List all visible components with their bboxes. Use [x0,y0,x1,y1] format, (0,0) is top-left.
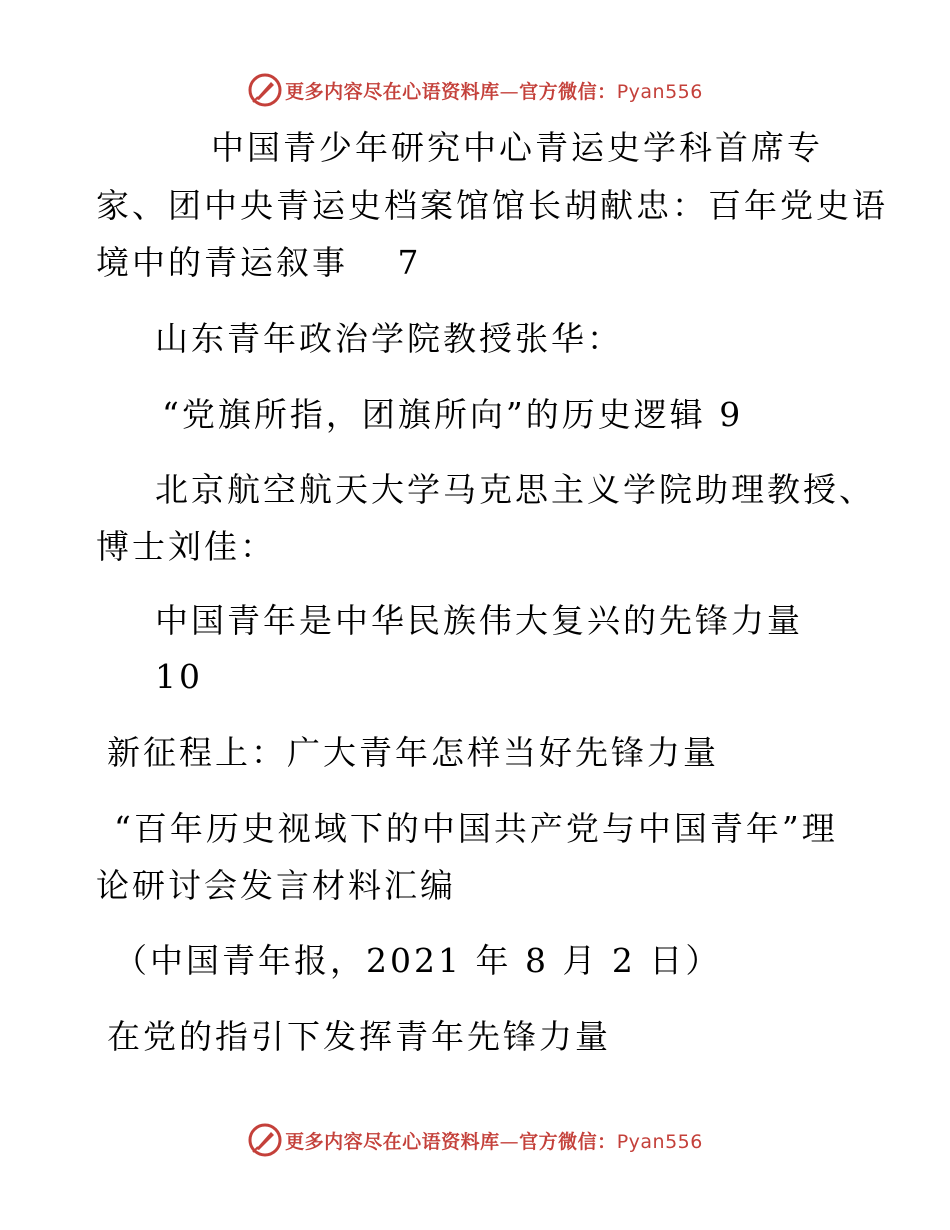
toc-line-5: “党旗所指，团旗所向”的历史逻辑 9 [162,395,744,434]
watermark-brand: 更多内容尽在心语资料库 [285,1130,500,1153]
toc-line-10: 新征程上：广大青年怎样当好先锋力量 [107,733,719,772]
toc-line-8: 中国青年是中华民族伟大复兴的先锋力量 [155,601,803,640]
watermark-wechat-label: 官方微信： [519,1130,617,1153]
toc-line-12: 论研讨会发言材料汇编 [96,866,456,905]
toc-line-2: 家、团中央青运史档案馆馆长胡献忠：百年党史语 [96,186,888,225]
watermark-wechat-id: Pyan556 [616,80,703,103]
quill-logo-icon [247,1122,283,1158]
toc-line-4: 山东青年政治学院教授张华： [155,319,623,358]
quill-logo-icon [247,72,283,108]
toc-line-1: 中国青少年研究中心青运史学科首席专 [211,128,823,167]
toc-line-6: 北京航空航天大学马克思主义学院助理教授、 [155,470,875,509]
watermark-wechat-id: Pyan556 [616,1130,703,1153]
watermark-header [0,68,950,112]
watermark-dash: — [499,1130,520,1153]
watermark-footer [0,1118,950,1162]
toc-line-7: 博士刘佳： [96,527,276,566]
toc-line-13: （中国青年报，2021 年 8 月 2 日） [114,941,722,980]
toc-line-14: 在党的指引下发挥青年先锋力量 [107,1017,611,1056]
toc-line-9: 10 [155,657,203,696]
watermark-brand: 更多内容尽在心语资料库 [285,80,500,103]
watermark-wechat-label: 官方微信： [519,80,617,103]
watermark-dash: — [499,80,520,103]
toc-line-3: 境中的青运叙事 7 [96,243,422,282]
toc-line-11: “百年历史视域下的中国共产党与中国青年”理 [114,809,838,848]
